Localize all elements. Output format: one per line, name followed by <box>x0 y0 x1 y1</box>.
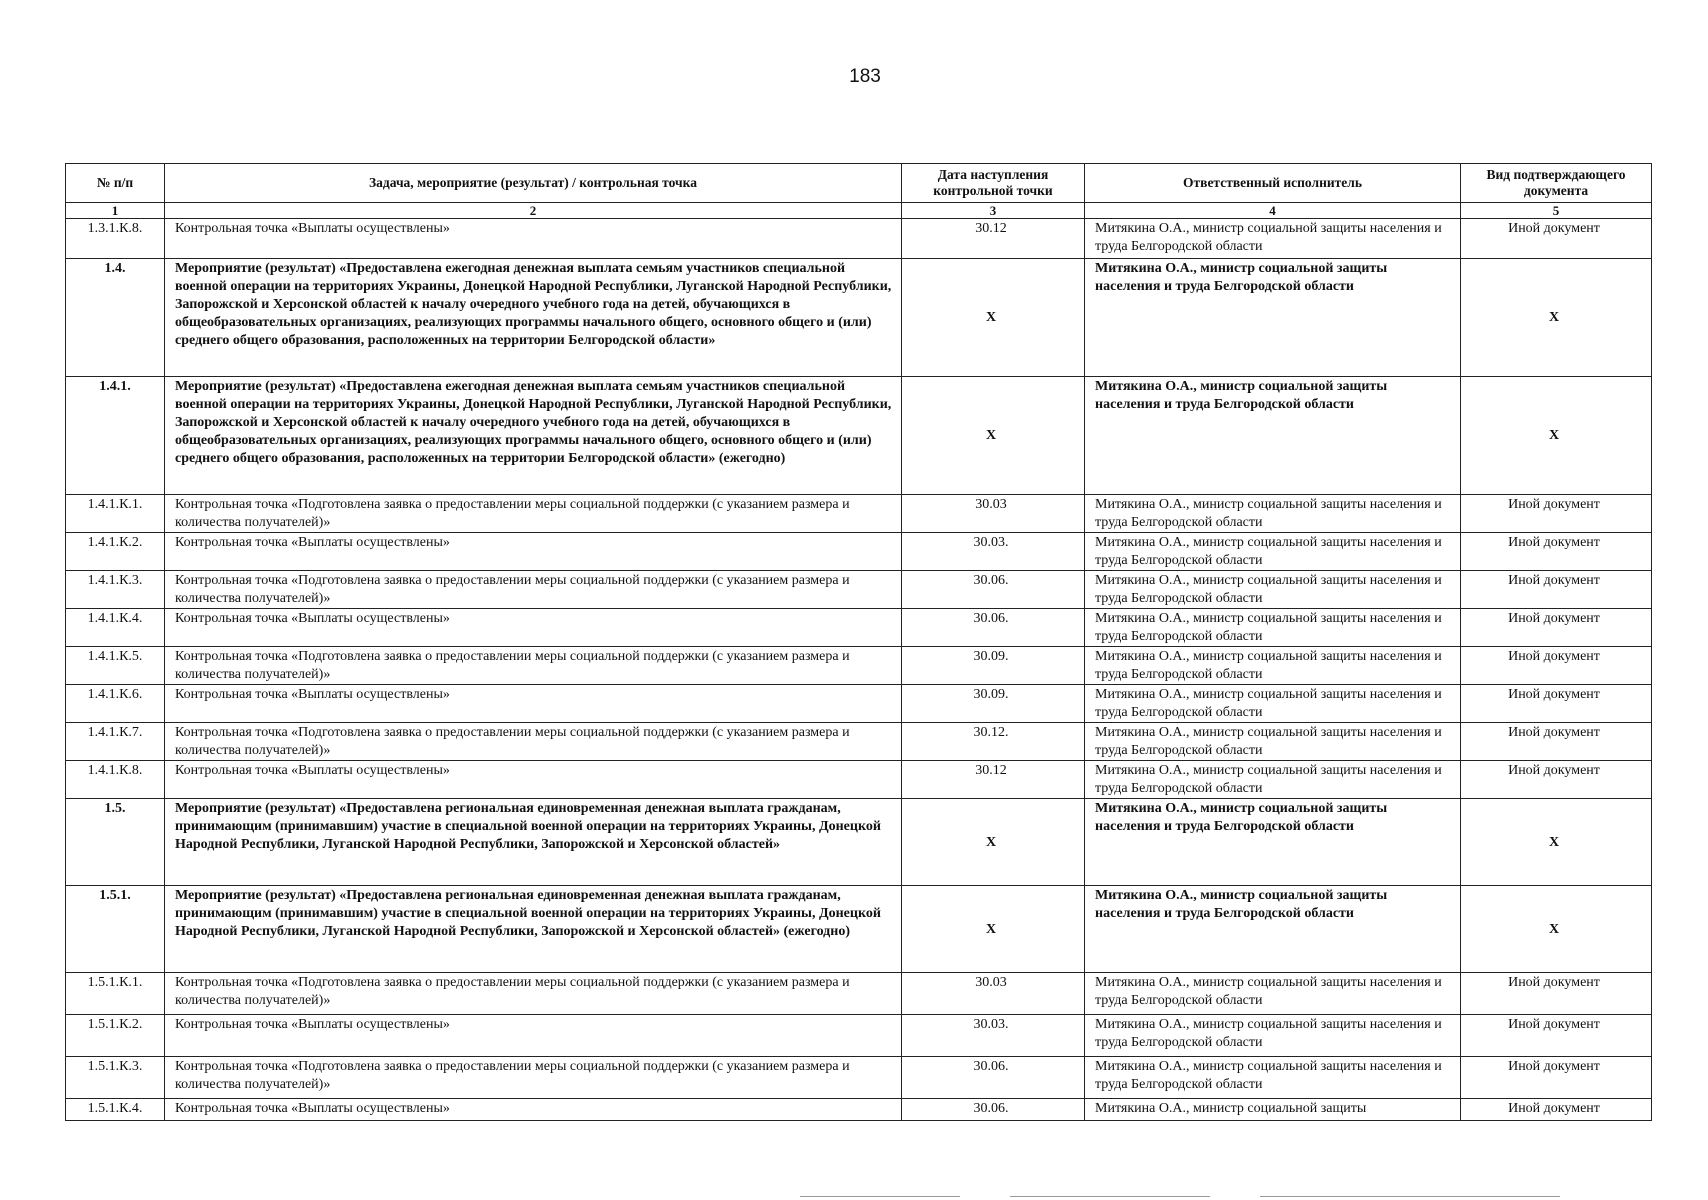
row-executor: Митякина О.А., министр социальной защиты населения и труда Белгородской области <box>1085 571 1461 609</box>
row-document-type: Х <box>1461 886 1652 973</box>
row-date: 30.06. <box>902 1057 1085 1099</box>
row-executor: Митякина О.А., министр социальной защиты населения и труда Белгородской области <box>1085 723 1461 761</box>
row-document-type: Иной документ <box>1461 1057 1652 1099</box>
row-number: 1.4.1.К.4. <box>66 609 165 647</box>
row-document-type: Иной документ <box>1461 723 1652 761</box>
row-number: 1.4.1.К.6. <box>66 685 165 723</box>
table-header <box>66 164 1652 219</box>
row-document-type: Иной документ <box>1461 647 1652 685</box>
row-task: Контрольная точка «Выплаты осуществлены» <box>165 761 902 799</box>
row-number: 1.4. <box>66 259 165 377</box>
row-task: Мероприятие (результат) «Предоставлена ежегодная денежная выплата семьям участников специальной военной операции на территориях Украины, Донецкой Народной Республики, Луганской Народной Республики, Запорожской и Херсонской областей к началу очередного учебного года на детей, обучающихся в общеобразовательных организациях, реализующих программы начального общего, основного общего и (или) среднего общего образования, расположенных на территории Белгородской области» (ежегодно) <box>165 377 902 495</box>
table-row <box>66 799 1652 886</box>
row-executor: Митякина О.А., министр социальной защиты населения и труда Белгородской области <box>1085 799 1461 886</box>
row-document-type: Х <box>1461 377 1652 495</box>
row-date: Х <box>902 886 1085 973</box>
row-number: 1.5.1.К.4. <box>66 1099 165 1121</box>
row-number: 1.4.1.К.5. <box>66 647 165 685</box>
page-number: 183 <box>849 66 881 87</box>
column-number: 1 <box>66 203 165 219</box>
table-row <box>66 259 1652 377</box>
header-num: № п/п <box>66 164 165 203</box>
row-number: 1.4.1.К.3. <box>66 571 165 609</box>
row-executor: Митякина О.А., министр социальной защиты населения и труда Белгородской области <box>1085 973 1461 1015</box>
row-task: Контрольная точка «Подготовлена заявка о предоставлении меры социальной поддержки (с указанием размера и количества получателей)» <box>165 571 902 609</box>
row-date: Х <box>902 259 1085 377</box>
table-row <box>66 723 1652 761</box>
table-row <box>66 219 1652 259</box>
row-date: 30.03 <box>902 973 1085 1015</box>
row-task: Мероприятие (результат) «Предоставлена региональная единовременная денежная выплата гражданам, принимающим (принимавшим) участие в специальной военной операции на территориях Украины, Донецкой Народной Республики, Луганской Народной Республики, Запорожской и Херсонской областей» (ежегодно) <box>165 886 902 973</box>
table-row <box>66 761 1652 799</box>
row-number: 1.5.1.К.3. <box>66 1057 165 1099</box>
table-row <box>66 377 1652 495</box>
row-executor: Митякина О.А., министр социальной защиты населения и труда Белгородской области <box>1085 219 1461 259</box>
row-executor: Митякина О.А., министр социальной защиты населения и труда Белгородской области <box>1085 685 1461 723</box>
table-row <box>66 685 1652 723</box>
row-task: Контрольная точка «Выплаты осуществлены» <box>165 533 902 571</box>
table-row <box>66 647 1652 685</box>
row-task: Контрольная точка «Выплаты осуществлены» <box>165 1015 902 1057</box>
row-date: 30.09. <box>902 647 1085 685</box>
column-number: 5 <box>1461 203 1652 219</box>
row-date: 30.03 <box>902 495 1085 533</box>
row-document-type: Иной документ <box>1461 973 1652 1015</box>
column-numbers-row <box>66 203 1652 219</box>
column-number: 2 <box>165 203 902 219</box>
row-executor: Митякина О.А., министр социальной защиты населения и труда Белгородской области <box>1085 1057 1461 1099</box>
row-executor: Митякина О.А., министр социальной защиты населения и труда Белгородской области <box>1085 495 1461 533</box>
row-document-type: Иной документ <box>1461 1099 1652 1121</box>
row-date: 30.09. <box>902 685 1085 723</box>
row-task: Контрольная точка «Выплаты осуществлены» <box>165 685 902 723</box>
row-executor: Митякина О.А., министр социальной защиты населения и труда Белгородской области <box>1085 609 1461 647</box>
table-body <box>66 219 1652 1121</box>
scan-artifact <box>1260 1196 1560 1197</box>
table-row <box>66 973 1652 1015</box>
row-task: Мероприятие (результат) «Предоставлена ежегодная денежная выплата семьям участников специальной военной операции на территориях Украины, Донецкой Народной Республики, Луганской Народной Республики, Запорожской и Херсонской областей к началу очередного учебного года на детей, обучающихся в общеобразовательных организациях, реализующих программы начального общего, основного общего и (или) среднего общего образования, расположенных на территории Белгородской области» <box>165 259 902 377</box>
row-date: 30.03. <box>902 533 1085 571</box>
row-date: 30.12 <box>902 761 1085 799</box>
row-document-type: Иной документ <box>1461 495 1652 533</box>
row-number: 1.4.1.К.8. <box>66 761 165 799</box>
header-task: Задача, мероприятие (результат) / контрольная точка <box>165 164 902 203</box>
row-date: Х <box>902 799 1085 886</box>
row-executor: Митякина О.А., министр социальной защиты населения и труда Белгородской области <box>1085 886 1461 973</box>
table-row <box>66 886 1652 973</box>
row-number: 1.4.1. <box>66 377 165 495</box>
row-document-type: Иной документ <box>1461 685 1652 723</box>
row-date: 30.06. <box>902 571 1085 609</box>
row-date: 30.12 <box>902 219 1085 259</box>
row-task: Контрольная точка «Выплаты осуществлены» <box>165 219 902 259</box>
row-number: 1.5.1.К.1. <box>66 973 165 1015</box>
row-task: Мероприятие (результат) «Предоставлена региональная единовременная денежная выплата гражданам, принимающим (принимавшим) участие в специальной военной операции на территориях Украины, Донецкой Народной Республики, Луганской Народной Республики, Запорожской и Херсонской областей» <box>165 799 902 886</box>
table-row <box>66 495 1652 533</box>
header-doc-type: Вид подтверждающего документа <box>1461 164 1652 203</box>
header-executor: Ответственный исполнитель <box>1085 164 1461 203</box>
row-task: Контрольная точка «Подготовлена заявка о предоставлении меры социальной поддержки (с указанием размера и количества получателей)» <box>165 723 902 761</box>
row-executor: Митякина О.А., министр социальной защиты населения и труда Белгородской области <box>1085 647 1461 685</box>
row-document-type: Иной документ <box>1461 533 1652 571</box>
scan-artifact <box>1010 1196 1210 1197</box>
row-document-type: Иной документ <box>1461 609 1652 647</box>
row-document-type: Иной документ <box>1461 761 1652 799</box>
column-number: 3 <box>902 203 1085 219</box>
row-document-type: Иной документ <box>1461 571 1652 609</box>
row-task: Контрольная точка «Подготовлена заявка о предоставлении меры социальной поддержки (с указанием размера и количества получателей)» <box>165 647 902 685</box>
row-document-type: Иной документ <box>1461 219 1652 259</box>
row-task: Контрольная точка «Подготовлена заявка о предоставлении меры социальной поддержки (с указанием размера и количества получателей)» <box>165 495 902 533</box>
table-row <box>66 533 1652 571</box>
row-number: 1.5. <box>66 799 165 886</box>
row-date: 30.06. <box>902 609 1085 647</box>
row-date: 30.03. <box>902 1015 1085 1057</box>
row-number: 1.5.1. <box>66 886 165 973</box>
row-number: 1.4.1.К.1. <box>66 495 165 533</box>
row-number: 1.5.1.К.2. <box>66 1015 165 1057</box>
row-executor: Митякина О.А., министр социальной защиты населения и труда Белгородской области <box>1085 259 1461 377</box>
row-executor: Митякина О.А., министр социальной защиты населения и труда Белгородской области <box>1085 533 1461 571</box>
row-executor: Митякина О.А., министр социальной защиты населения и труда Белгородской области <box>1085 1015 1461 1057</box>
table-row <box>66 1099 1652 1121</box>
row-executor: Митякина О.А., министр социальной защиты <box>1085 1099 1461 1121</box>
row-task: Контрольная точка «Выплаты осуществлены» <box>165 1099 902 1121</box>
row-task: Контрольная точка «Подготовлена заявка о предоставлении меры социальной поддержки (с указанием размера и количества получателей)» <box>165 1057 902 1099</box>
row-document-type: Иной документ <box>1461 1015 1652 1057</box>
row-task: Контрольная точка «Подготовлена заявка о предоставлении меры социальной поддержки (с указанием размера и количества получателей)» <box>165 973 902 1015</box>
row-date: 30.12. <box>902 723 1085 761</box>
row-document-type: Х <box>1461 799 1652 886</box>
row-number: 1.3.1.К.8. <box>66 219 165 259</box>
table-row <box>66 571 1652 609</box>
scan-artifact <box>800 1196 960 1197</box>
header-date: Дата наступления контрольной точки <box>902 164 1085 203</box>
row-executor: Митякина О.А., министр социальной защиты населения и труда Белгородской области <box>1085 761 1461 799</box>
row-executor: Митякина О.А., министр социальной защиты населения и труда Белгородской области <box>1085 377 1461 495</box>
table-row <box>66 609 1652 647</box>
row-date: 30.06. <box>902 1099 1085 1121</box>
row-task: Контрольная точка «Выплаты осуществлены» <box>165 609 902 647</box>
table-row <box>66 1015 1652 1057</box>
column-number: 4 <box>1085 203 1461 219</box>
control-points-table <box>65 163 1652 1121</box>
row-date: Х <box>902 377 1085 495</box>
row-document-type: Х <box>1461 259 1652 377</box>
row-number: 1.4.1.К.7. <box>66 723 165 761</box>
row-number: 1.4.1.К.2. <box>66 533 165 571</box>
table-row <box>66 1057 1652 1099</box>
